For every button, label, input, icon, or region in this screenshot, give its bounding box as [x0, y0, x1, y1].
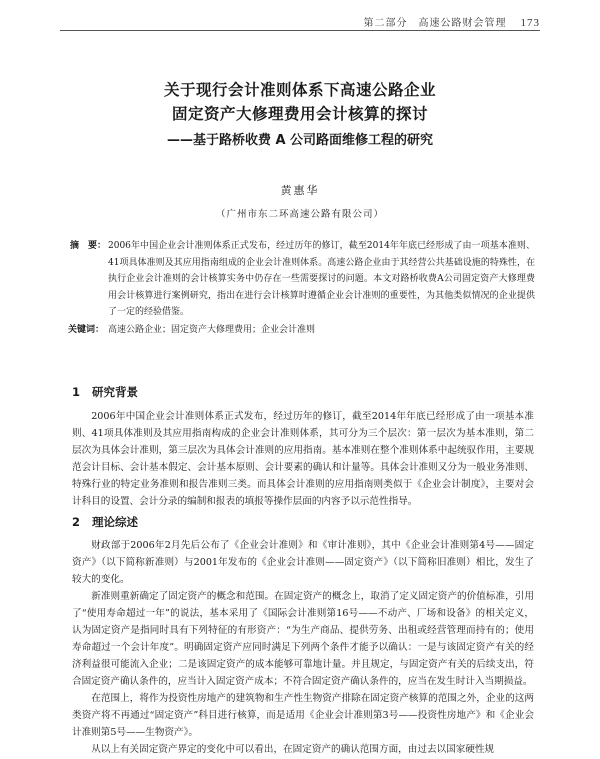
running-header [364, 14, 541, 29]
page-number: 173 [520, 17, 540, 29]
section-heading-1 [72, 384, 138, 400]
author-name: 黄惠华 [280, 184, 320, 197]
running-header-title: 第二部分 高速公路财会管理 [363, 18, 507, 29]
section-number: 2 [72, 515, 81, 529]
author-affiliation: （广州市东二环高速公路有限公司） [215, 209, 384, 220]
section-2-paragraph-4: 从以上有关固定资产界定的变化中可以看出，在固定资产的确认范围方面，由过去以国家硬性规 [91, 744, 495, 755]
section-title: 研究背景 [92, 385, 139, 399]
section-2-paragraph-3: 在范围上，将作为投资性房地产的建筑物和生产性生物资产排除在固定资产核算的范围之外，企业的这两类资产将不再通过“固定资产”科目进行核算，而是适用《企业会计准则第3号——投资性房地产》和《企业会计准则第5号——生物资产》。 [72, 693, 534, 738]
section-2-paragraph-2: 新准则重新确定了固定资产的概念和范围。在固定资产的概念上，取消了定义固定资产的价值标准，引用了“使用寿命超过一年”的说法，基本采用了《国际会计准则第16号——不动产、厂场和设备》的相关定义，认为固定资产是指同时具有下列特征的有形资产：“为生产商品、提供劳务、出租或经营管理而持有的；使用寿命超过一个会计年度”。明确固定资产应同时满足下列两个条件才能予以确认：一是与该固定资产有关的经济利益很可能流入企业；二是该固定资产的成本能够可靠地计量。并且规定，与固定资产有关的后续支出，符合固定资产确认条件的，应当计入固定资产成本；不符合固定资产确认条件的，应当在发生时计入当期损益。 [72, 591, 534, 687]
abstract-text: 2006年中国企业会计准则体系正式发布，经过历年的修订，截至2014年年底已经形成了由一项基本准则、41项具体准则及其应用指南组成的企业会计准则体系。高速公路企业由于其经营公共基础设施的特殊性，在执行企业会计准则的会计核算实务中仍存在一些需要探讨的问题。本文对路桥收费A公司固定资产大修理费用会计核算进行案例研究，指出在进行会计核算时遵循企业会计准则的重要性，为其他类似情况的企业提供了一定的经验借鉴。 [108, 241, 535, 317]
title-line-2: 固定资产大修理费用会计核算的探讨 [171, 105, 428, 123]
title-block [60, 78, 540, 152]
subtitle: ——基于路桥收费 A 公司路面维修工程的研究 [166, 133, 434, 148]
section-2-paragraph-1: 财政部于2006年2月先后公布了《企业会计准则》和《审计准则》，其中《企业会计准则第4号——固定资产》（以下简称新准则）与2001年发布的《企业会计准则——固定资产》（以下简称旧准则）相比，发生了较大的变化。 [72, 540, 534, 585]
header-rule [60, 30, 540, 31]
section-1-paragraph-1: 2006年中国企业会计准则体系正式发布，经过历年的修订，截至2014年年底已经形成了由一项基本准则、41项具体准则及其应用指南构成的企业会计准则体系，其可分为三个层次：第一层次为基本准则，第二层次为具体会计准则，第三层次为具体会计准则的应用指南。基本准则在整个准则体系中起统驭作用，主要规范会计目标、会计基本假定、会计基本原则、会计要素的确认和计量等。具体会计准则又分为一般业务准则、特殊行业的特定业务准则和报告准则三类。而具体会计准则的应用指南则类似于《企业会计制度》，主要对会计科目的设置、会计分录的编制和报表的填报等操作层面的内容予以示范性指导。 [72, 411, 534, 507]
keywords-text: 高速公路企业；固定资产大修理费用；企业会计准则 [108, 324, 316, 335]
section-title: 理论综述 [92, 515, 139, 529]
section-heading-2 [72, 514, 138, 530]
title-line-1: 关于现行会计准则体系下高速公路企业 [163, 81, 436, 99]
keywords-label: 关键词： [68, 324, 105, 335]
abstract [70, 238, 535, 338]
abstract-label: 摘 要： [70, 241, 107, 251]
section-number: 1 [72, 385, 81, 399]
